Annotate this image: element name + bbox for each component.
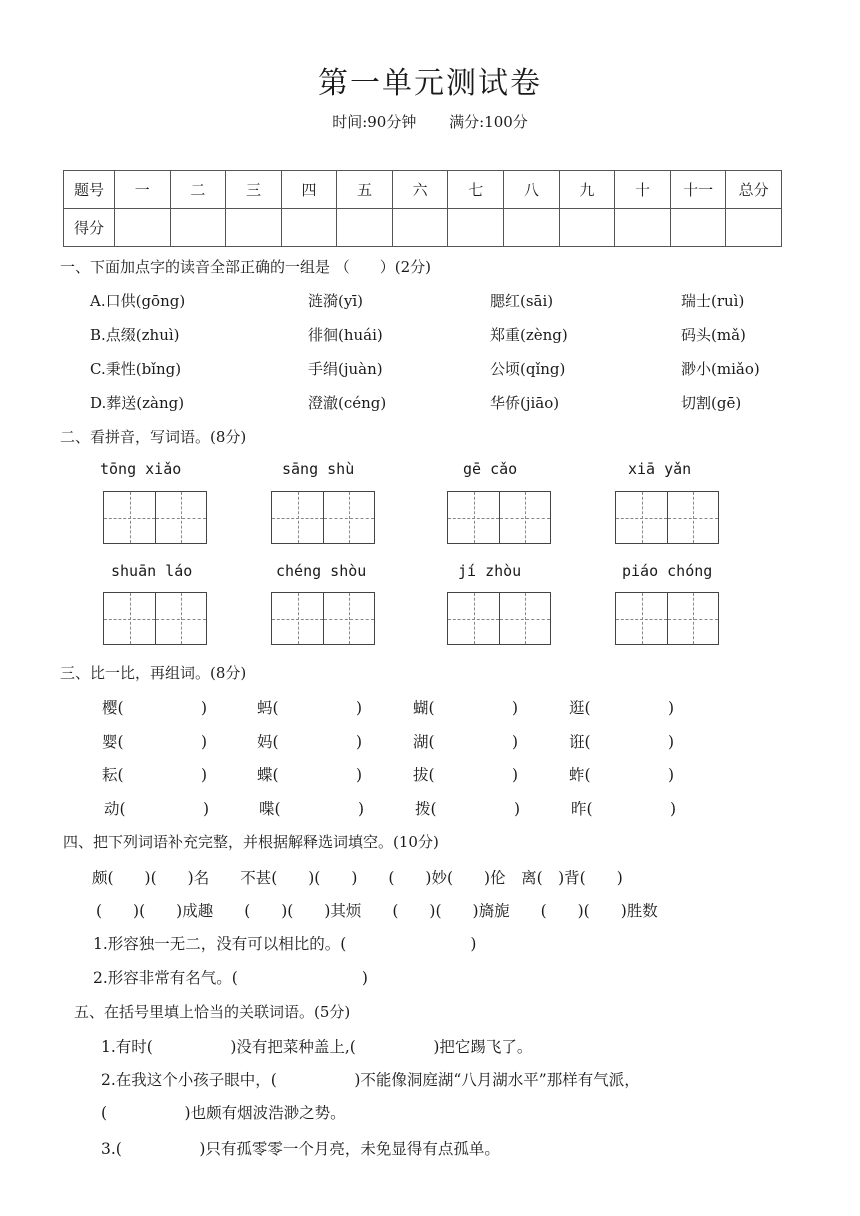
score-input-cell[interactable] <box>392 209 448 247</box>
writing-grid[interactable] <box>103 592 207 645</box>
q3-blank[interactable]: 昨( ) <box>571 800 677 818</box>
q1-option: 腮红(sāi) <box>490 292 554 310</box>
writing-grid[interactable] <box>447 491 551 544</box>
q1-option: 手绢(juàn) <box>308 360 383 378</box>
q3-blank[interactable]: 湖( ) <box>413 733 519 751</box>
score-cell: 一 <box>115 171 171 209</box>
score-cell: 三 <box>226 171 282 209</box>
score-input-cell[interactable] <box>281 209 337 247</box>
score-cell: 九 <box>559 171 615 209</box>
q1-option: 切割(gē) <box>681 394 742 412</box>
q5-item-continued[interactable]: ( )也颇有烟波浩渺之势。 <box>101 1104 346 1122</box>
q3-blank[interactable]: 蝴( ) <box>413 699 519 717</box>
q3-blank[interactable]: 逛( ) <box>569 699 675 717</box>
q3-blank[interactable]: 动( ) <box>104 800 210 818</box>
score-cell: 八 <box>504 171 560 209</box>
writing-grid[interactable] <box>447 592 551 645</box>
score-cell: 七 <box>448 171 504 209</box>
writing-grid[interactable] <box>103 491 207 544</box>
pinyin-label: sāng shù <box>282 460 355 478</box>
score-input-cell[interactable] <box>615 209 671 247</box>
q5-item[interactable]: 3.( )只有孤零零一个月亮，未免显得有点孤单。 <box>101 1140 500 1158</box>
q4-item[interactable]: 1.形容独一无二，没有可以相比的。( ) <box>93 935 477 953</box>
score-input-cell[interactable] <box>115 209 171 247</box>
exam-info <box>0 111 860 132</box>
q1-option: C.秉性(bǐng) <box>90 360 182 378</box>
question-5-title: 五、在括号里填上恰当的关联词语。(5分) <box>74 1003 351 1021</box>
pinyin-label: chéng shòu <box>276 562 367 580</box>
score-cell: 六 <box>392 171 448 209</box>
q3-blank[interactable]: 蚂( ) <box>257 699 363 717</box>
q3-blank[interactable]: 樱( ) <box>102 699 208 717</box>
q3-blank[interactable]: 喋( ) <box>259 800 365 818</box>
score-input-cell[interactable] <box>448 209 504 247</box>
q5-item[interactable]: 2.在我这个小孩子眼中，( )不能像洞庭湖“八月湖水平”那样有气派， <box>101 1071 640 1089</box>
pinyin-label: gē cǎo <box>463 460 518 478</box>
q1-option: B.点缀(zhuì) <box>90 326 180 344</box>
q1-option: 华侨(jiāo) <box>490 394 560 412</box>
score-table <box>63 170 782 247</box>
pinyin-label: shuān láo <box>111 562 193 580</box>
q1-option: 渺小(miǎo) <box>681 360 760 378</box>
pinyin-label: jí zhòu <box>458 562 522 580</box>
score-input-cell[interactable] <box>726 209 782 247</box>
q1-option: 公顷(qǐng) <box>490 360 566 378</box>
q1-option: A.口供(gōng) <box>90 292 186 310</box>
score-input-cell[interactable] <box>170 209 226 247</box>
pinyin-label: tōng xiǎo <box>100 460 182 478</box>
q3-blank[interactable]: 婴( ) <box>102 733 208 751</box>
q4-item[interactable]: 2.形容非常有名气。( ) <box>93 969 368 987</box>
score-cell: 四 <box>281 171 337 209</box>
score-input-cell[interactable] <box>559 209 615 247</box>
score-cell: 十 <box>615 171 671 209</box>
score-input-cell[interactable] <box>337 209 393 247</box>
page-title: 第一单元测试卷 <box>318 66 542 101</box>
question-3-title: 三、比一比，再组词。(8分) <box>60 664 247 682</box>
time-limit: 时间:90分钟 <box>332 113 417 131</box>
score-cell: 二 <box>170 171 226 209</box>
score-cell: 题号 <box>64 171 115 209</box>
score-row-label: 得分 <box>64 209 115 247</box>
q1-option: 郑重(zèng) <box>490 326 568 344</box>
score-input-cell[interactable] <box>670 209 726 247</box>
pinyin-label: piáo chóng <box>622 562 713 580</box>
q3-blank[interactable]: 拨( ) <box>415 800 521 818</box>
score-cell: 总分 <box>726 171 782 209</box>
q1-option: D.葬送(zàng) <box>90 394 185 412</box>
q1-option: 澄澈(céng) <box>308 394 387 412</box>
score-cell: 十一 <box>670 171 726 209</box>
q4-idiom-line[interactable]: ( )( )成趣 ( )( )其烦 ( )( )旖旎 ( )( )胜数 <box>96 902 658 920</box>
writing-grid[interactable] <box>271 491 375 544</box>
q1-option: 徘徊(huái) <box>308 326 383 344</box>
question-2-title: 二、看拼音，写词语。(8分) <box>60 428 247 446</box>
full-score: 满分:100分 <box>449 113 528 131</box>
q3-blank[interactable]: 耘( ) <box>102 766 208 784</box>
writing-grid[interactable] <box>271 592 375 645</box>
pinyin-label: xiā yǎn <box>628 460 692 478</box>
score-input-cell[interactable] <box>504 209 560 247</box>
score-table-score-row <box>64 209 782 247</box>
q1-option: 码头(mǎ) <box>681 326 746 344</box>
q3-blank[interactable]: 拔( ) <box>413 766 519 784</box>
writing-grid[interactable] <box>615 491 719 544</box>
question-1-title: 一、下面加点字的读音全部正确的一组是 （ ）(2分) <box>60 258 432 276</box>
q3-blank[interactable]: 诳( ) <box>569 733 675 751</box>
q5-item[interactable]: 1.有时( )没有把菜种盖上,( )把它踢飞了。 <box>101 1038 533 1056</box>
q3-blank[interactable]: 蝶( ) <box>257 766 363 784</box>
q1-option: 瑞士(ruì) <box>681 292 745 310</box>
q3-blank[interactable]: 妈( ) <box>257 733 363 751</box>
q3-blank[interactable]: 蚱( ) <box>569 766 675 784</box>
writing-grid[interactable] <box>615 592 719 645</box>
score-cell: 五 <box>337 171 393 209</box>
score-input-cell[interactable] <box>226 209 282 247</box>
q1-option: 涟漪(yī) <box>308 292 363 310</box>
question-4-title: 四、把下列词语补充完整，并根据解释选词填空。(10分) <box>63 833 439 851</box>
q4-idiom-line[interactable]: 颇( )( )名 不甚( )( ) ( )妙( )伦 离( )背( ) <box>92 869 623 887</box>
score-table-header-row <box>64 171 782 209</box>
